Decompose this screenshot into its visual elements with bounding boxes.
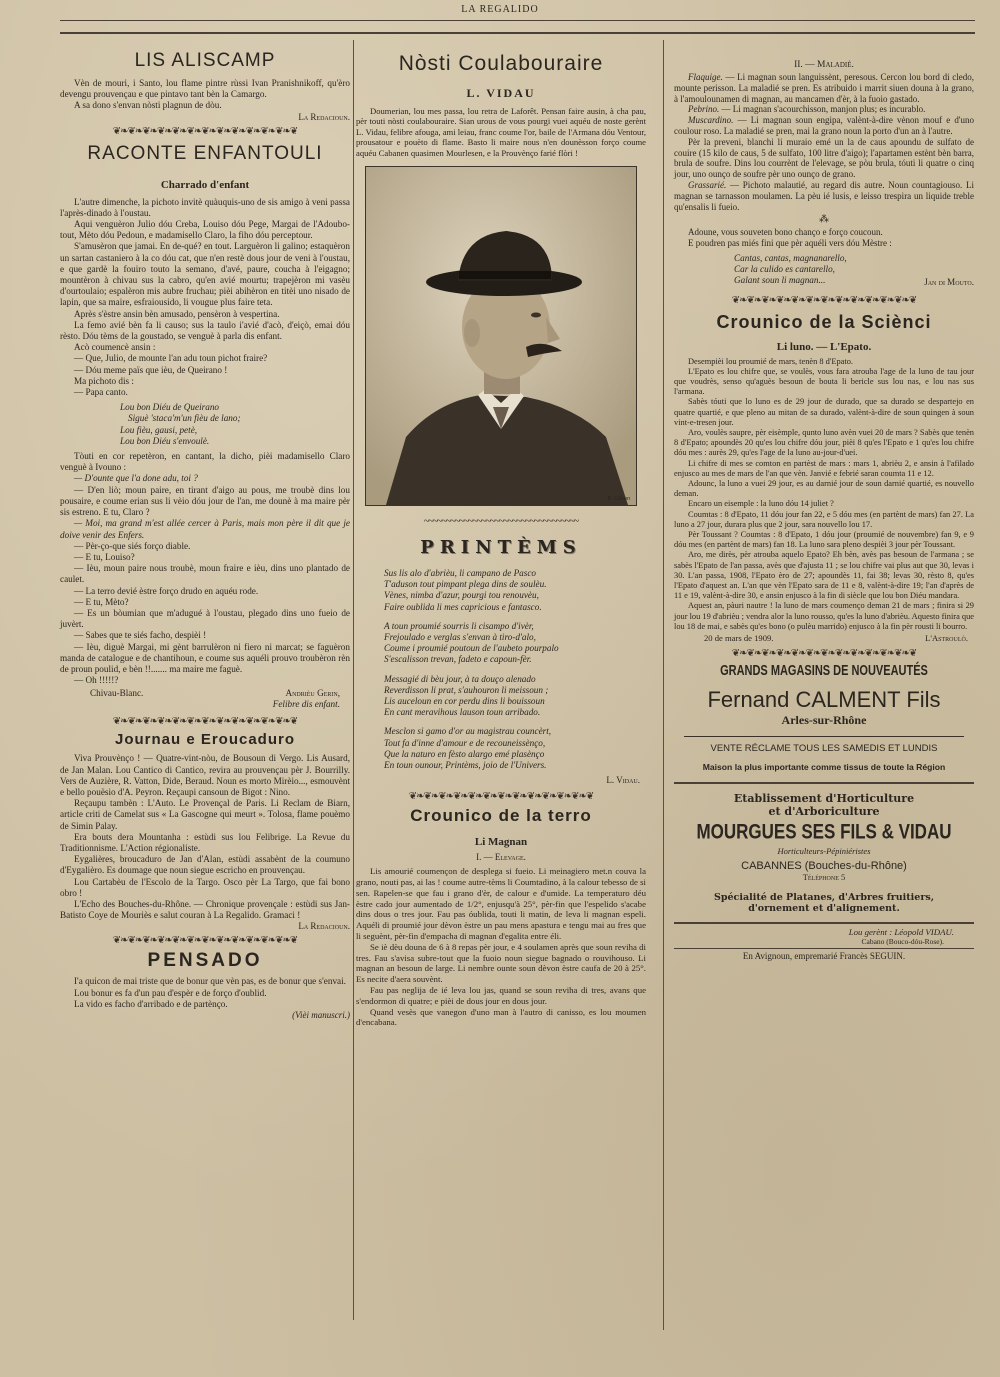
malad-signature: Jan di Mouto. bbox=[924, 276, 974, 287]
ad-city: Arles-sur-Rhône bbox=[781, 713, 867, 728]
terro-title: Crounico de la terro bbox=[410, 806, 592, 826]
paragraph: L'autre dimenche, la pichoto invitè quàuquis-uno de sis amigo à veni passa l'après-dinado à l'oustau. bbox=[60, 196, 350, 218]
scienci-body bbox=[674, 357, 974, 632]
paragraph: Viva Prouvènço ! — Quatre-vint-nòu, de Bousoun di Vergo. Lis Ausard, de Jan Malan. Lou Cantico di Cantico, revira au prouvençau pèr J. Bourrilly. Vers de Auzière, R. Vatton, Dide, Beraud. Noun es morto Mirèio..., esmouvènt e bello pouësio d'A. Peyron. Reçaupi cansoun de Bigot : Nino. bbox=[60, 753, 350, 797]
paragraph: Quand vesès que vanegon d'uno man à l'autro di canisso, es lou moumen d'encabana. bbox=[356, 1006, 646, 1028]
raconte-body-2 bbox=[60, 451, 350, 686]
top-rule-thick bbox=[60, 32, 975, 34]
ornament-divider: ❦❧❦❧❦❧❦❧❦❧❦❧❦❧❦❧❦❧❦❧❦❧❦❧❦ bbox=[112, 125, 298, 137]
paragraph: — E tu, Louiso? bbox=[74, 551, 135, 562]
paragraph: Fau pas neglija de ié leva lou jas, quand se soun reviha di tres, avans que s'endormon di quatre; e pièi de dous jour en dous jour. bbox=[356, 985, 646, 1006]
verse-line: Siguè 'staca'm'un fièu de lano; bbox=[128, 413, 241, 424]
definition: — Pichoto malautié, au regard dis autre. Noun countagiouso. Li magnan se tarnasson moulamen. La pèu ié lusis, e leisso trespira un liquide treble qu'ensalis li fueio. bbox=[674, 179, 975, 212]
journau-body bbox=[60, 753, 350, 921]
verse-line: Lou bon Diéu s'envoulè. bbox=[120, 435, 210, 446]
verse-line: Sus lis alo d'abrièu, li campano de Pasco bbox=[384, 568, 537, 579]
imprint-gerent bbox=[674, 924, 974, 947]
verse-line: Vènes, nimba d'azur, pourgi tou renouvèu, bbox=[384, 590, 539, 601]
paragraph: Acò coumencè ansin : bbox=[74, 342, 156, 353]
aliscamp-signature: La Redacioun. bbox=[298, 111, 350, 122]
paragraph: Aro, voulès saupre, pèr eisèmple, qunto luno avèn vuei 20 de mars ? Sabès que tenèn 8 d'Epato; apoundès 20 qu'es lou chifre dóu jour, pièi 8 qu'es l'Epato e 1 qu'es lou chifre dóu mes : aurès 29, qu'es l'age de la luno au-jour-d'uei. bbox=[674, 427, 974, 458]
column-rule-2 bbox=[663, 40, 664, 1330]
term: Flaquige. bbox=[688, 72, 723, 82]
ad-company: MOURGUES SES FILS & VIDAU bbox=[696, 819, 952, 844]
verse-line: Tout fa d'inne d'amour e de recouneissènço, bbox=[384, 737, 546, 748]
paragraph: Encaro un eisemple : la luno dóu 14 juliet ? bbox=[688, 499, 834, 509]
paragraph: — D'ounte que l'a done adu, toi ? bbox=[74, 473, 198, 484]
paragraph: La vido es facho d'arribado e de partènço. bbox=[74, 998, 228, 1009]
terro-subtitle: Li Magnan bbox=[474, 836, 528, 849]
paragraph: Pèr Toussant ? Coumtas : 8 d'Epato, 1 dóu jour (proumié de nouvembre) fan 9, e 9 dóu mes (en partènt de mars) fan 18. La luno sara pleno despièi 3 jour pèr Toussant. bbox=[674, 530, 974, 550]
term: Grassarié. bbox=[688, 179, 727, 190]
scienci-subtitle: Li luno. — L'Epato. bbox=[776, 340, 872, 353]
verse-line: A toun proumié sourris li cisampo d'ivèr, bbox=[384, 620, 534, 631]
ad-line: Etablissement d'Horticulture bbox=[733, 792, 915, 806]
paragraph: Lou bonur es fa d'un pau d'espèr e de forço d'oublid. bbox=[74, 987, 267, 998]
pensado-body bbox=[60, 976, 350, 1010]
paragraph: Aqui venguèron Julio dóu Creba, Louiso dóu Pege, Margai de l'Adoubo-tout, Mèto dóu Pedoun, e madamisello Claro, la fiho dóu perceptour. bbox=[60, 219, 350, 241]
paragraph: Après s'èstre ansin bèn amusado, pensèron à vespertina. bbox=[74, 308, 280, 319]
printems-title: PRINTÈMS bbox=[420, 537, 582, 559]
paragraph: — Ièu, moun paire nous troubè, moun fraire e ièu, dins uno plantado de caulet. bbox=[60, 563, 350, 585]
paragraph: E poudren pas miés fini que pèr aquéli vers dóu Mèstre : bbox=[688, 238, 892, 249]
coulab-subtitle: L. VIDAU bbox=[466, 86, 536, 100]
raconte-title: RACONTE ENFANTOULI bbox=[87, 142, 323, 164]
paragraph: Sabès tóuti que lo luno es de 29 jour de durado, que sa durado se despartejo en quatre quartié, e que pleno au mitan de sa durado, valènt-à-dire de soun quingen à soun vint-e-tresen jour. bbox=[674, 397, 974, 427]
paragraph: — Dóu meme païs que ièu, de Queirano ! bbox=[74, 364, 228, 375]
journau-signature: La Redacioun. bbox=[298, 921, 350, 932]
advertisement-mourgues bbox=[674, 792, 974, 914]
scienci-signature: L'Astroulò. bbox=[925, 633, 968, 644]
portrait-photo bbox=[365, 166, 637, 506]
paragraph: Lou Cartabèu de l'Escolo de la Targo. Osco pèr La Targo, que fai bono obro ! bbox=[60, 876, 350, 898]
aliscamp-title: LIS ALISCAMP bbox=[134, 50, 276, 71]
malad-body bbox=[674, 72, 974, 212]
verse-line: Que la naturo en fèsto alargo emé plasènço bbox=[384, 748, 545, 759]
imprint-rule bbox=[674, 948, 974, 949]
ad-telephone: Téléphone 5 bbox=[802, 872, 846, 883]
verse-line: Messagié di bèu jour, à ta douço alenado bbox=[384, 673, 536, 684]
paragraph: Doumerian, lou mes passa, lou retra de Laforêt. Pensan faire ausin, à cha pau, pèr touti nòsti coulabouraire. Sian urous de vous pourgi vuei aquéu de noste gerènt L. Vidau, felibre afouga, ami leiau, franc coume l'or, baile de l'Armana dóu Ventour, prousatour e pouèto di flame. Basto li maire nous n'en dounèsson forço coume aquéu Cabanen quasimen Mourlesen, e la Prouvènço farié flòri ! bbox=[356, 106, 646, 158]
paragraph: Ma pichoto dis : bbox=[74, 375, 134, 386]
paragraph: — D'en liò; moun paire, en tirant d'aigo au pous, me troubè dins lou pousaire, e coume erian sus li vèio dóu jour de l'an, me dounè à ma maire pèr sis estreno. E tu, Claro ? bbox=[60, 484, 350, 518]
imprint-gerent-text: Lou gerènt : Léopold VIDAU. bbox=[848, 927, 954, 938]
aliscamp-paragraph: Vèn de mouri, i Santo, lou flame pintre rùssi Ivan Pranishnikoff, qu'èro devengu prouvençau e que pintavo tant bèn la Camargo. bbox=[60, 78, 350, 100]
ornament-divider: ❦❧❦❧❦❧❦❧❦❧❦❧❦❧❦❧❦❧❦❧❦❧❦❧❦ bbox=[731, 648, 917, 660]
raconte-subtitle: Charrado d'enfant bbox=[160, 178, 250, 191]
verse-line: Lou fièu, gausi, petè, bbox=[120, 424, 198, 435]
verse-line: Faire oublida li mes capricious e fantasco. bbox=[384, 601, 542, 612]
verse-line: Car la culido es cantarello, bbox=[734, 264, 835, 275]
column-3 bbox=[674, 44, 974, 961]
ad-line: Spécialité de Platanes, d'Arbres fruitiers, bbox=[714, 892, 934, 904]
term: Muscardino. bbox=[688, 115, 734, 126]
aliscamp-body bbox=[60, 78, 350, 112]
aliscamp-paragraph-2: A sa dono s'envan nòsti plagnun de dòu. bbox=[74, 100, 222, 111]
imprint-place: Cabano (Bouco-dóu-Rose). bbox=[861, 937, 944, 947]
paragraph: — E tu, Mèto? bbox=[74, 596, 129, 607]
paragraph: — Oh !!!!!? bbox=[74, 675, 119, 686]
malad-section: II. — Maladié. bbox=[794, 60, 854, 70]
verse-line: Mesclon si gamo d'or au magistrau councèrt, bbox=[384, 726, 552, 737]
printems-signature: L. Vidau. bbox=[606, 775, 640, 786]
verse-line: Lis auceloun en cor perdu dins li bouissoun bbox=[384, 696, 545, 707]
ornament-divider: ❦❧❦❧❦❧❦❧❦❧❦❧❦❧❦❧❦❧❦❧❦❧❦❧❦ bbox=[112, 716, 298, 728]
ad-line: et d'Arboriculture bbox=[768, 805, 880, 819]
raconte-signature bbox=[60, 686, 350, 712]
running-head: LA REGALIDO bbox=[461, 4, 539, 15]
photo-credit: R. Gilson bbox=[607, 496, 630, 503]
ad-tagline: Maison la plus importante comme tissus de toute la Région bbox=[702, 762, 946, 773]
ad-city: CABANNES (Bouches-du-Rhône) bbox=[741, 860, 907, 873]
scienci-footer bbox=[674, 632, 974, 644]
advertisement-calment bbox=[674, 665, 974, 772]
ornament-divider: ~~~~~~~~~~~~~~~~~~~~~~~~~~~~~~~~~~~ bbox=[423, 516, 579, 528]
paragraph: — La terro devié èstre forço drudo en aquéu rode. bbox=[74, 585, 259, 596]
ad-rule bbox=[674, 782, 974, 784]
ad-line: Horticulteurs-Pépiniéristes bbox=[777, 846, 871, 857]
verse-line: S'escalisson trevan, fadeto e capoun-fèr. bbox=[384, 654, 532, 665]
malad-after bbox=[674, 227, 974, 249]
verse-line: Galant soun li magnan... bbox=[734, 275, 826, 286]
paragraph: Eygalières, broucaduro de Jan d'Alan, estùdi assabènt de la coumuno d'Eygalièro. Es doumage que noun siegue escricho en prouvençau. bbox=[60, 854, 350, 876]
paragraph: Adoune, vous souveten bono chanço e forço coucoun. bbox=[688, 227, 883, 238]
paragraph: L'Epato es lou chifre que, se voulès, vous fara atrouba l'age de la luno de tau jour que voudrès, senso qu'aguès besoun de bouta li bericle sus lou nas, e lou nas sus l'armana. bbox=[674, 366, 974, 397]
verse-line: Lou bon Diéu de Queirano bbox=[120, 402, 220, 413]
paragraph: Desempièi lou proumié de mars, tenèn 8 d'Epato. bbox=[688, 356, 854, 366]
paragraph: — Papa canto. bbox=[74, 387, 128, 398]
paragraph: Se iè dèu douna de 6 à 8 repas pèr jour, e 4 soulamen après que soun reviha di tres. Fau s'avisa subre-tout que la fuoio noun siegue bagnado o rouvihouso. Li magnan an besoun de large. Li nembre ounte soun dèvon èstre caufa de 20 à 25°. Es necite d'aera souvènt. bbox=[356, 941, 646, 985]
definition: — Li magnan soun languissènt, peresous. Cercon lou bord di cledo, mounte perisson. La maladié se pren. Es atribuido i marrit siuen douna à la grano, à l'amoulounamen di magnan, au mancamen d'èr, à la fuoio gastado. bbox=[674, 72, 974, 104]
raconte-body bbox=[60, 197, 350, 399]
paragraph: Lis amourié coumençon de desplega si fueio. Li meinagiero met.n couva la grano, nouti pas, ai las ! coume autre-tèms li Coumtadino, à la calour tebesso de si sen. Rapelen-se que fau i grano d'èr, de calour e d'umide. La temperaturo déu èstre cado jour aumentado de 1/2°, enjusqu'à 25°, pèr-fin que l'espelido s'acabe dins dous o tres jour. Fau pas óublida, touti li matin, de leva li magnan espeli. Aquéli di proumié jour dèvon èstre un pau mens apastura e tengu mai au fres que li seguènt, pèr-fin d'empacha di magnan d'egalita entre éli. bbox=[356, 866, 646, 942]
ad-headline: GRANDS MAGASINS DE NOUVEAUTÉS bbox=[720, 663, 928, 679]
verse-line: Cantas, cantas, magnanarello, bbox=[734, 252, 847, 263]
raconte-verse bbox=[120, 402, 350, 447]
column-rule-1 bbox=[353, 40, 354, 1320]
paragraph: Reçaupu tambèn : L'Auto. Le Provençal de Paris. Li Reclam de Biarn, article criti de Camelat sus « La Gascogne qui meurt ». Tolosa, flame pouèmo de Simin Palay. bbox=[60, 798, 350, 831]
top-rule bbox=[60, 20, 975, 21]
ornament-divider: ❦❧❦❧❦❧❦❧❦❧❦❧❦❧❦❧❦❧❦❧❦❧❦❧❦ bbox=[731, 294, 917, 306]
journau-title: Journau e Eroucaduro bbox=[114, 731, 296, 749]
ornament-divider: ❦❧❦❧❦❧❦❧❦❧❦❧❦❧❦❧❦❧❦❧❦❧❦❧❦ bbox=[408, 791, 594, 803]
pensado-title: PENSADO bbox=[147, 950, 263, 972]
paragraph: — Sabes que te siés facho, despièi ! bbox=[74, 630, 207, 641]
scienci-title: Crounico de la Sciènci bbox=[716, 311, 932, 332]
pensado-signature: (Vièi manuscri.) bbox=[292, 1010, 350, 1020]
definition: — Li magnan soun engipa, valènt-à-dire vènon mouf e d'uno coulour roso. La maladié se pren, mai la grano noun la porto d'un an à l'autre. bbox=[674, 115, 975, 136]
column-1 bbox=[60, 44, 350, 1020]
paragraph: La femo avié bèn fa li causo; sus la taulo i'avié d'acò, d'eiçò, emai dóu rèsto. Dóu tèms de la goustado, se venguè à parla dis enfant. bbox=[60, 319, 350, 342]
printems-poem bbox=[384, 568, 646, 771]
terro-body bbox=[356, 866, 646, 1028]
imprint-printer: En Avignoun, empremarié Francès SEGUIN. bbox=[742, 951, 906, 962]
paragraph: Aquest an, pàuri nautre ! la luno de mars coumenço deman 21 de mars ; finira si 29 jour lou 19 d'abrièu ; vendra alor la luno rousso, qu'es la luno d'abrièu. Aquesto finira que lou 18 de mai, e sabès qu'es bono (o pulèu marrido) enjusco à la fin pèr rousti li bourro. bbox=[674, 601, 974, 631]
verse-line: En cant meravihous lauson toun arribado. bbox=[384, 707, 541, 718]
portrait-illustration bbox=[366, 167, 636, 505]
paragraph: — Que, Julio, de mounte l'an adu toun pichot fraire? bbox=[74, 353, 268, 364]
definition: — Li magnan s'acourchisson, manjon plus; es incurablo. bbox=[721, 104, 926, 115]
asterism: ⁂ bbox=[819, 214, 829, 226]
ornament-divider: ❦❧❦❧❦❧❦❧❦❧❦❧❦❧❦❧❦❧❦❧❦❧❦❧❦ bbox=[112, 935, 298, 947]
paragraph: L'Echo des Bouches-du-Rhône. — Chronique provençale : estùdi sus Jan-Batisto Coye de Mouriès e salut couran à La Regalido. Gramaci ! bbox=[60, 898, 350, 921]
coulab-body bbox=[356, 106, 646, 158]
paragraph: I'a quicon de mai triste que de bonur que vèn pas, es de bonur que s'envai. bbox=[74, 976, 346, 987]
paragraph: — Es un bòumian que m'adugué à l'oustau, plegado dins uno fueio de juvèrt. bbox=[60, 607, 350, 630]
coulab-title: Nòsti Coulabouraire bbox=[398, 52, 604, 75]
scienci-date: 20 de mars de 1909. bbox=[704, 633, 774, 644]
term: Pebrino. bbox=[688, 104, 720, 115]
paragraph: S'amusèron que jamai. En de-qué? en tout. Larguèron li galino; estaquèron un sartan castaniero à la co dóu cat, que n'en restè dous jour de veni à l'oustau, e que gardè la fouiro touto la semano, d'avé, paure, coucha à l'eigagno; mountèron à chivau sus la cabro, qu'en avié mourtu; trapejèron mi vasèu d'ourtoulaio; espalèron mis aubre fruchau; pièi abihèron en titèi uno nisado de lapin, que sa maire, esfraiousido, li vougue plus faire teta. bbox=[60, 241, 350, 308]
paragraph: Coumtas : 8 d'Epato, 11 dóu jour fan 22, e 5 dóu mes (en partènt de mars) fan 27. La luno a 27 jour, durara plus que 2 jour, sara nouvello lou 17. bbox=[674, 509, 974, 529]
paragraph: Tòuti en cor repetèron, en cantant, la dicho, pièi madamisello Claro venguè à Ivouno : bbox=[60, 451, 350, 473]
signature-right-title: Felibre dis enfant. bbox=[272, 699, 340, 710]
verse-line: Coume i proumié poutoun de l'aubeto pourpalo bbox=[384, 643, 559, 654]
ad-line: d'ornement et d'alignement. bbox=[748, 903, 900, 915]
paragraph: Adounc, la luno a vuei 29 jour, es au darnié jour de soun darnié quartié, es nouvello deman. bbox=[674, 479, 974, 499]
terro-section: I. — Elevage. bbox=[476, 852, 526, 863]
paragraph: — Moi, ma grand m'est allée cercer à Paris, mais mon père il dit que je doive venir des Enfers. bbox=[60, 518, 350, 540]
paragraph: Aro, me dirès, pèr atrouba aquelo Epato? Eh bèn, avès pas besoun de l'armana ; se sabès l'Epato de l'an passa, avès que d'ajusta 11 ; se lou chifre vai plus aut que 30, levas i 30. L'an passa, 1908, l'Epato èro de 27; apoundès 11, fai 38; levas 30, rèsto 8, qu'es l'Epato d'aquest an. L'an que vèn l'Epato sara de 11 e 8, valènt-à-dire 19; l'an d'après de 11 e 19, valènt-à-dire 30, e ansin enjusco à la fin di siècle que lou bon Diéu mandara. bbox=[674, 550, 974, 601]
verse-line: En toun ounour, Printèms, joio de l'Univers. bbox=[384, 760, 547, 771]
ad-sales: VENTE RÉCLAME TOUS LES SAMEDIS ET LUNDIS bbox=[710, 743, 938, 755]
paragraph: — Pèr-ço-que siés forço diable. bbox=[74, 540, 191, 551]
verse-line: T'aduson tout pimpant plega dins de soulèu. bbox=[384, 579, 547, 590]
paragraph: — Ièu, diguè Margai, mi gènt barrulèron ni fiero ni marcat; se faguèron manda de catalogue e de chantihoun, e coume sus aquéli prouvo troubèron rèn de proun poulid, e bèn !!....... ma maire me faguè. bbox=[60, 641, 350, 674]
paragraph: Era bouts dera Mountanha : estùdi sus lou Felibrige. La Revue du Traditionnisme. L'Action régionaliste. bbox=[60, 831, 350, 853]
column-2 bbox=[356, 44, 646, 1028]
definition: Pèr la preveni, blanchi li muraio emé un la de caus apoundu de sulfato de couire (15 kilo de caus, 5 de sulfato, 100 litre d'aigo); l'apartamen estènt bèn barra, brula de soufre. Dins lou courrènt de l'elevage, se pòu brula, tóuti li quatre o cinq jour, uno ounço de soufre pèr uno ounço de grano. bbox=[674, 136, 974, 180]
verse-line: Reverdisson li prat, s'auhouron li meissoun ; bbox=[384, 684, 549, 695]
signature-left: Chivau-Blanc. bbox=[90, 688, 144, 699]
verse-line: Frejoulado e verglas s'envan à tiro-d'alo, bbox=[384, 632, 536, 643]
paragraph: Li chifre di mes se comton en partèst de mars : mars 1, abrièu 2, e ansin à l'afilado enjusco au mes de mars de l'an que vèn. Janvié e febrié saran coumta 11 e 12. bbox=[674, 458, 974, 478]
ad-company: Fernand CALMENT Fils bbox=[707, 687, 941, 713]
signature-right: Andrièu Gerin, bbox=[285, 688, 340, 699]
